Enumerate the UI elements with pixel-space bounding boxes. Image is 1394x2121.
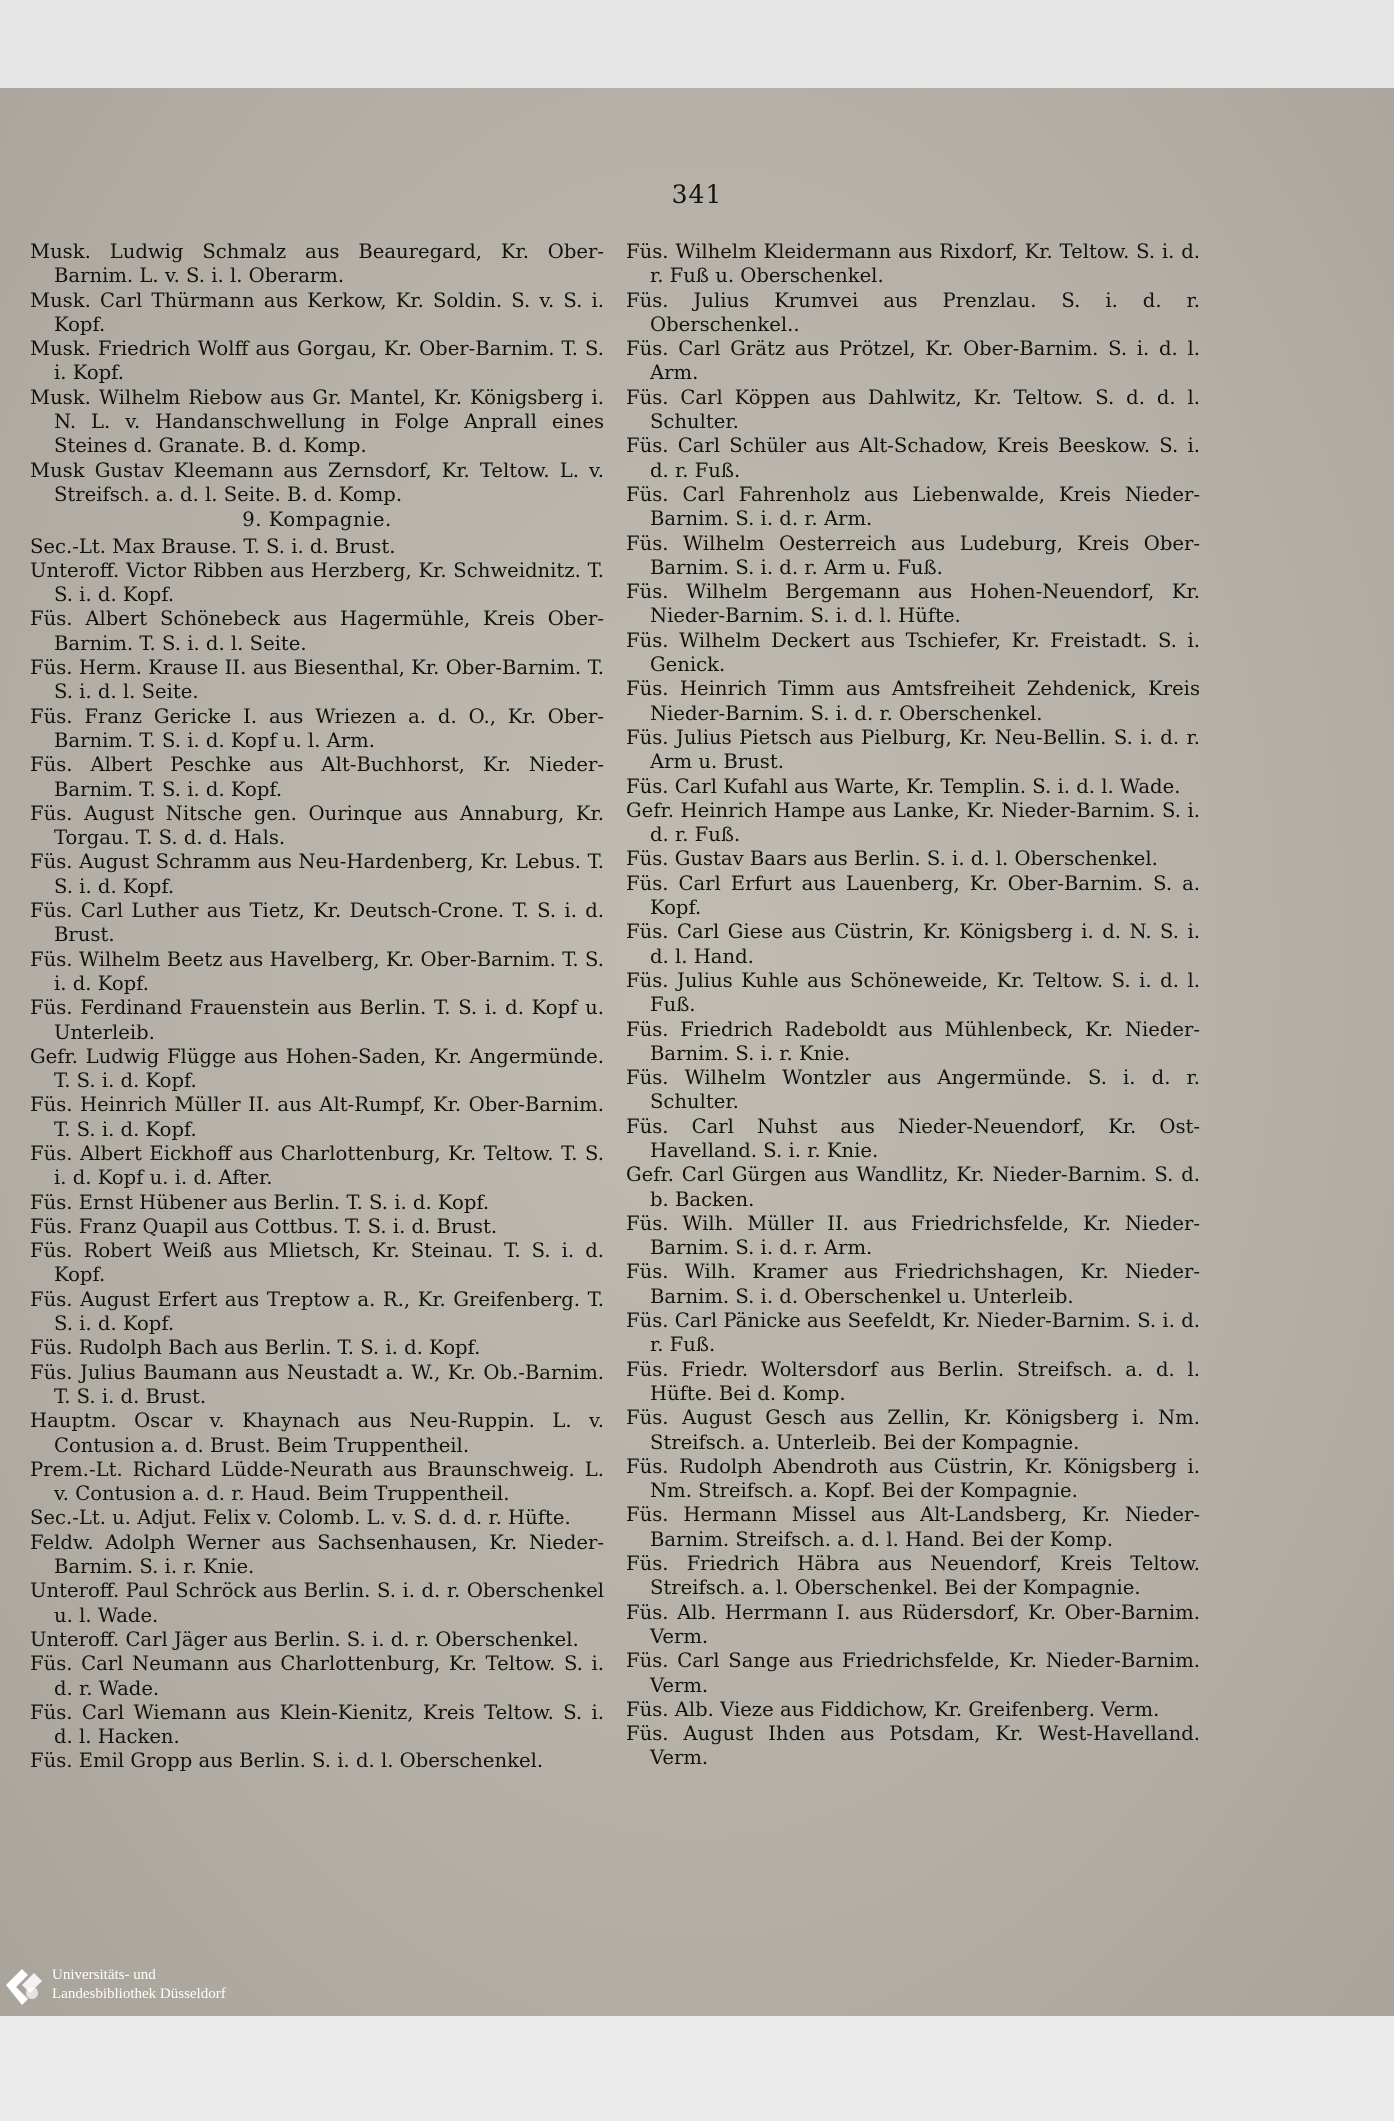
casualty-entry: Füs. Albert Eickhoff aus Charlottenburg, Kr. Teltow. T. S. i. d. Kopf u. i. d. After. bbox=[30, 1141, 604, 1190]
casualty-entry: Unteroff. Paul Schröck aus Berlin. S. i. d. r. Oberschenkel u. l. Wade. bbox=[30, 1579, 604, 1627]
casualty-entry: Sec.-Lt. Max Brause. T. S. i. d. Brust. bbox=[30, 534, 396, 558]
casualty-entry: Musk. Friedrich Wolff aus Gorgau, Kr. Ober-Barnim. T. S. i. Kopf. bbox=[30, 337, 604, 385]
casualty-entry: Füs. Wilhelm Bergemann aus Hohen-Neuendorf, Kr. Nieder-Barnim. S. i. d. l. Hüfte. bbox=[626, 580, 1200, 628]
casualty-entry: Füs. Emil Gropp aus Berlin. S. i. d. l. Oberschenkel. bbox=[30, 1749, 544, 1773]
casualty-entry: Füs. Friedrich Radeboldt aus Mühlenbeck, Kr. Nieder-Barnim. S. i. r. Knie. bbox=[626, 1017, 1200, 1065]
casualty-entry: Füs. Julius Pietsch aus Pielburg, Kr. Neu-Bellin. S. i. d. r. Arm u. Brust. bbox=[626, 725, 1200, 774]
casualty-entry: Füs. Wilhelm Deckert aus Tschiefer, Kr. Freistadt. S. i. Genick. bbox=[626, 628, 1200, 677]
library-name-line1: Universitäts- und bbox=[52, 1967, 156, 1983]
casualty-entry: Füs. Ferdinand Frauenstein aus Berlin. T. S. i. d. Kopf u. Unterleib. bbox=[30, 996, 604, 1044]
casualty-entry: Füs. Franz Gericke I. aus Wriezen a. d. O., Kr. Ober-Barnim. T. S. i. d. Kopf u. l. Arm. bbox=[30, 704, 604, 752]
casualty-entry: Füs. Wilhelm Beetz aus Havelberg, Kr. Ober-Barnim. T. S. i. d. Kopf. bbox=[30, 947, 604, 995]
casualty-entry: Füs. Robert Weiß aus Mlietsch, Kr. Steinau. T. S. i. d. Kopf. bbox=[30, 1239, 604, 1287]
left-column bbox=[30, 240, 604, 1774]
casualty-entry: Füs. Friedrich Häbra aus Neuendorf, Kreis Teltow. Streifsch. a. l. Oberschenkel. Bei der Kompagnie. bbox=[626, 1552, 1200, 1600]
casualty-entry: Füs. Rudolph Abendroth aus Cüstrin, Kr. Königsberg i. Nm. Streifsch. a. Kopf. Bei der Kompagnie. bbox=[626, 1454, 1200, 1503]
casualty-entry: Gefr. Ludwig Flügge aus Hohen-Saden, Kr. Angermünde. T. S. i. d. Kopf. bbox=[30, 1044, 604, 1093]
casualty-entry: Füs. Alb. Vieze aus Fiddichow, Kr. Greifenberg. Verm. bbox=[626, 1697, 1160, 1721]
section-heading: 9. Kompagnie. bbox=[242, 508, 392, 532]
casualty-entry: Füs. August Ihden aus Potsdam, Kr. West-Havelland. Verm. bbox=[626, 1722, 1200, 1770]
casualty-entry: Füs. Carl Grätz aus Prötzel, Kr. Ober-Barnim. S. i. d. l. Arm. bbox=[626, 337, 1200, 385]
casualty-entry: Füs. Carl Pänicke aus Seefeldt, Kr. Nieder-Barnim. S. i. d. r. Fuß. bbox=[626, 1309, 1200, 1357]
casualty-entry: Füs. Friedr. Woltersdorf aus Berlin. Streifsch. a. d. l. Hüfte. Bei d. Komp. bbox=[626, 1357, 1200, 1405]
casualty-entry: Füs. Franz Quapil aus Cottbus. T. S. i. d. Brust. bbox=[30, 1214, 498, 1238]
casualty-entry: Füs. Carl Wiemann aus Klein-Kienitz, Kreis Teltow. S. i. d. l. Hacken. bbox=[30, 1700, 604, 1749]
casualty-entry: Feldw. Adolph Werner aus Sachsenhausen, Kr. Nieder-Barnim. S. i. r. Knie. bbox=[30, 1530, 604, 1579]
library-name-line2: Landesbibliothek Düsseldorf bbox=[52, 1986, 226, 2002]
casualty-entry: Füs. Carl Erfurt aus Lauenberg, Kr. Ober-Barnim. S. a. Kopf. bbox=[626, 871, 1200, 920]
scanned-page bbox=[0, 88, 1394, 2016]
casualty-entry: Füs. Julius Kuhle aus Schöneweide, Kr. Teltow. S. i. d. l. Fuß. bbox=[626, 968, 1200, 1017]
casualty-entry: Füs. Carl Fahrenholz aus Liebenwalde, Kreis Nieder-Barnim. S. i. d. r. Arm. bbox=[626, 482, 1200, 531]
casualty-entry: Unteroff. Victor Ribben aus Herzberg, Kr. Schweidnitz. T. S. i. d. Kopf. bbox=[30, 558, 604, 607]
casualty-entry: Füs. Gustav Baars aus Berlin. S. i. d. l. Oberschenkel. bbox=[626, 847, 1158, 871]
casualty-entry: Füs. Albert Schönebeck aus Hagermühle, Kreis Ober-Barnim. T. S. i. d. l. Seite. bbox=[30, 607, 604, 655]
casualty-entry: Füs. Carl Köppen aus Dahlwitz, Kr. Teltow. S. d. d. l. Schulter. bbox=[626, 385, 1200, 434]
casualty-entry: Füs. Carl Schüler aus Alt-Schadow, Kreis Beeskow. S. i. d. r. Fuß. bbox=[626, 434, 1200, 482]
casualty-entry: Füs. Wilh. Müller II. aus Friedrichsfelde, Kr. Nieder-Barnim. S. i. d. r. Arm. bbox=[626, 1211, 1200, 1260]
scan-top-margin bbox=[0, 0, 1394, 88]
page-number: 341 bbox=[671, 180, 723, 209]
casualty-entry: Füs. Carl Neumann aus Charlottenburg, Kr. Teltow. S. i. d. r. Wade. bbox=[30, 1652, 604, 1700]
casualty-entry: Füs. Carl Nuhst aus Nieder-Neuendorf, Kr. Ost-Havelland. S. i. r. Knie. bbox=[626, 1114, 1200, 1162]
casualty-entry: Füs. Ernst Hübener aus Berlin. T. S. i. d. Kopf. bbox=[30, 1190, 490, 1214]
casualty-entry: Füs. Carl Luther aus Tietz, Kr. Deutsch-Crone. T. S. i. d. Brust. bbox=[30, 899, 604, 947]
casualty-entry: Füs. August Erfert aus Treptow a. R., Kr. Greifenberg. T. S. i. d. Kopf. bbox=[30, 1287, 604, 1336]
casualty-entry: Füs. Wilh. Kramer aus Friedrichshagen, Kr. Nieder-Barnim. S. i. d. Oberschenkel u. Unterleib. bbox=[626, 1260, 1200, 1308]
casualty-entry: Füs. Wilhelm Wontzler aus Angermünde. S. i. d. r. Schulter. bbox=[626, 1066, 1200, 1114]
casualty-entry: Füs. Wilhelm Kleidermann aus Rixdorf, Kr. Teltow. S. i. d. r. Fuß u. Oberschenkel. bbox=[626, 240, 1200, 288]
casualty-entry: Sec.-Lt. u. Adjut. Felix v. Colomb. L. v. S. d. d. r. Hüfte. bbox=[30, 1506, 571, 1530]
casualty-entry: Füs. Carl Giese aus Cüstrin, Kr. Königsberg i. d. N. S. i. d. l. Hand. bbox=[626, 920, 1200, 968]
casualty-entry: Füs. August Nitsche gen. Ourinque aus Annaburg, Kr. Torgau. T. S. d. d. Hals. bbox=[30, 801, 604, 850]
casualty-entry: Unteroff. Carl Jäger aus Berlin. S. i. d. r. Oberschenkel. bbox=[30, 1627, 579, 1651]
casualty-entry: Füs. Heinrich Timm aus Amtsfreiheit Zehdenick, Kreis Nieder-Barnim. S. i. d. r. Oberschenkel. bbox=[626, 677, 1200, 725]
casualty-entry: Füs. Albert Peschke aus Alt-Buchhorst, Kr. Nieder-Barnim. T. S. i. d. Kopf. bbox=[30, 753, 604, 801]
casualty-entry: Füs. Heinrich Müller II. aus Alt-Rumpf, Kr. Ober-Barnim. T. S. i. d. Kopf. bbox=[30, 1093, 604, 1141]
casualty-entry: Füs. Rudolph Bach aus Berlin. T. S. i. d. Kopf. bbox=[30, 1336, 481, 1360]
casualty-entry: Füs. August Gesch aus Zellin, Kr. Königsberg i. Nm. Streifsch. a. Unterleib. Bei der Kompagnie. bbox=[626, 1406, 1200, 1454]
casualty-entry: Prem.-Lt. Richard Lüdde-Neurath aus Braunschweig. L. v. Contusion a. d. r. Haud. Beim Truppentheil. bbox=[30, 1457, 604, 1506]
casualty-entry: Füs. Wilhelm Oesterreich aus Ludeburg, Kreis Ober-Barnim. S. i. d. r. Arm u. Fuß. bbox=[626, 531, 1200, 579]
casualty-entry: Gefr. Carl Gürgen aus Wandlitz, Kr. Nieder-Barnim. S. d. b. Backen. bbox=[626, 1163, 1200, 1211]
casualty-entry: Füs. Herm. Krause II. aus Biesenthal, Kr. Ober-Barnim. T. S. i. d. l. Seite. bbox=[30, 656, 604, 704]
casualty-entry: Musk Gustav Kleemann aus Zernsdorf, Kr. Teltow. L. v. Streifsch. a. d. l. Seite. B. d. Komp. bbox=[30, 458, 604, 506]
library-name bbox=[52, 1966, 226, 2004]
casualty-entry: Hauptm. Oscar v. Khaynach aus Neu-Ruppin. L. v. Contusion a. d. Brust. Beim Truppentheil. bbox=[30, 1409, 604, 1457]
library-logo bbox=[0, 1960, 300, 2010]
casualty-entry: Füs. Carl Sange aus Friedrichsfelde, Kr. Nieder-Barnim. Verm. bbox=[626, 1649, 1200, 1697]
casualty-entry: Füs. August Schramm aus Neu-Hardenberg, Kr. Lebus. T. S. i. d. Kopf. bbox=[30, 850, 604, 898]
casualty-entry: Gefr. Heinrich Hampe aus Lanke, Kr. Nieder-Barnim. S. i. d. r. Fuß. bbox=[626, 798, 1200, 847]
casualty-entry: Füs. Julius Baumann aus Neustadt a. W., Kr. Ob.-Barnim. T. S. i. d. Brust. bbox=[30, 1360, 604, 1408]
right-column bbox=[626, 240, 1200, 1771]
scan-bottom-margin bbox=[0, 2016, 1394, 2121]
ulb-duesseldorf-logo-icon bbox=[2, 1963, 46, 2007]
casualty-entry: Musk. Ludwig Schmalz aus Beauregard, Kr. Ober-Barnim. L. v. S. i. l. Oberarm. bbox=[30, 240, 604, 288]
casualty-entry: Füs. Alb. Herrmann I. aus Rüdersdorf, Kr. Ober-Barnim. Verm. bbox=[626, 1600, 1200, 1648]
casualty-entry: Füs. Julius Krumvei aus Prenzlau. S. i. d. r. Oberschenkel.. bbox=[626, 288, 1200, 336]
casualty-entry: Musk. Wilhelm Riebow aus Gr. Mantel, Kr. Königsberg i. N. L. v. Handanschwellung in Folge Anprall eines Steines d. Granate. B. d. Komp. bbox=[30, 385, 604, 458]
casualty-entry: Füs. Carl Kufahl aus Warte, Kr. Templin. S. i. d. l. Wade. bbox=[626, 774, 1181, 798]
casualty-entry: Musk. Carl Thürmann aus Kerkow, Kr. Soldin. S. v. S. i. Kopf. bbox=[30, 288, 604, 336]
casualty-entry: Füs. Hermann Missel aus Alt-Landsberg, Kr. Nieder-Barnim. Streifsch. a. d. l. Hand. Bei der Komp. bbox=[626, 1503, 1200, 1551]
